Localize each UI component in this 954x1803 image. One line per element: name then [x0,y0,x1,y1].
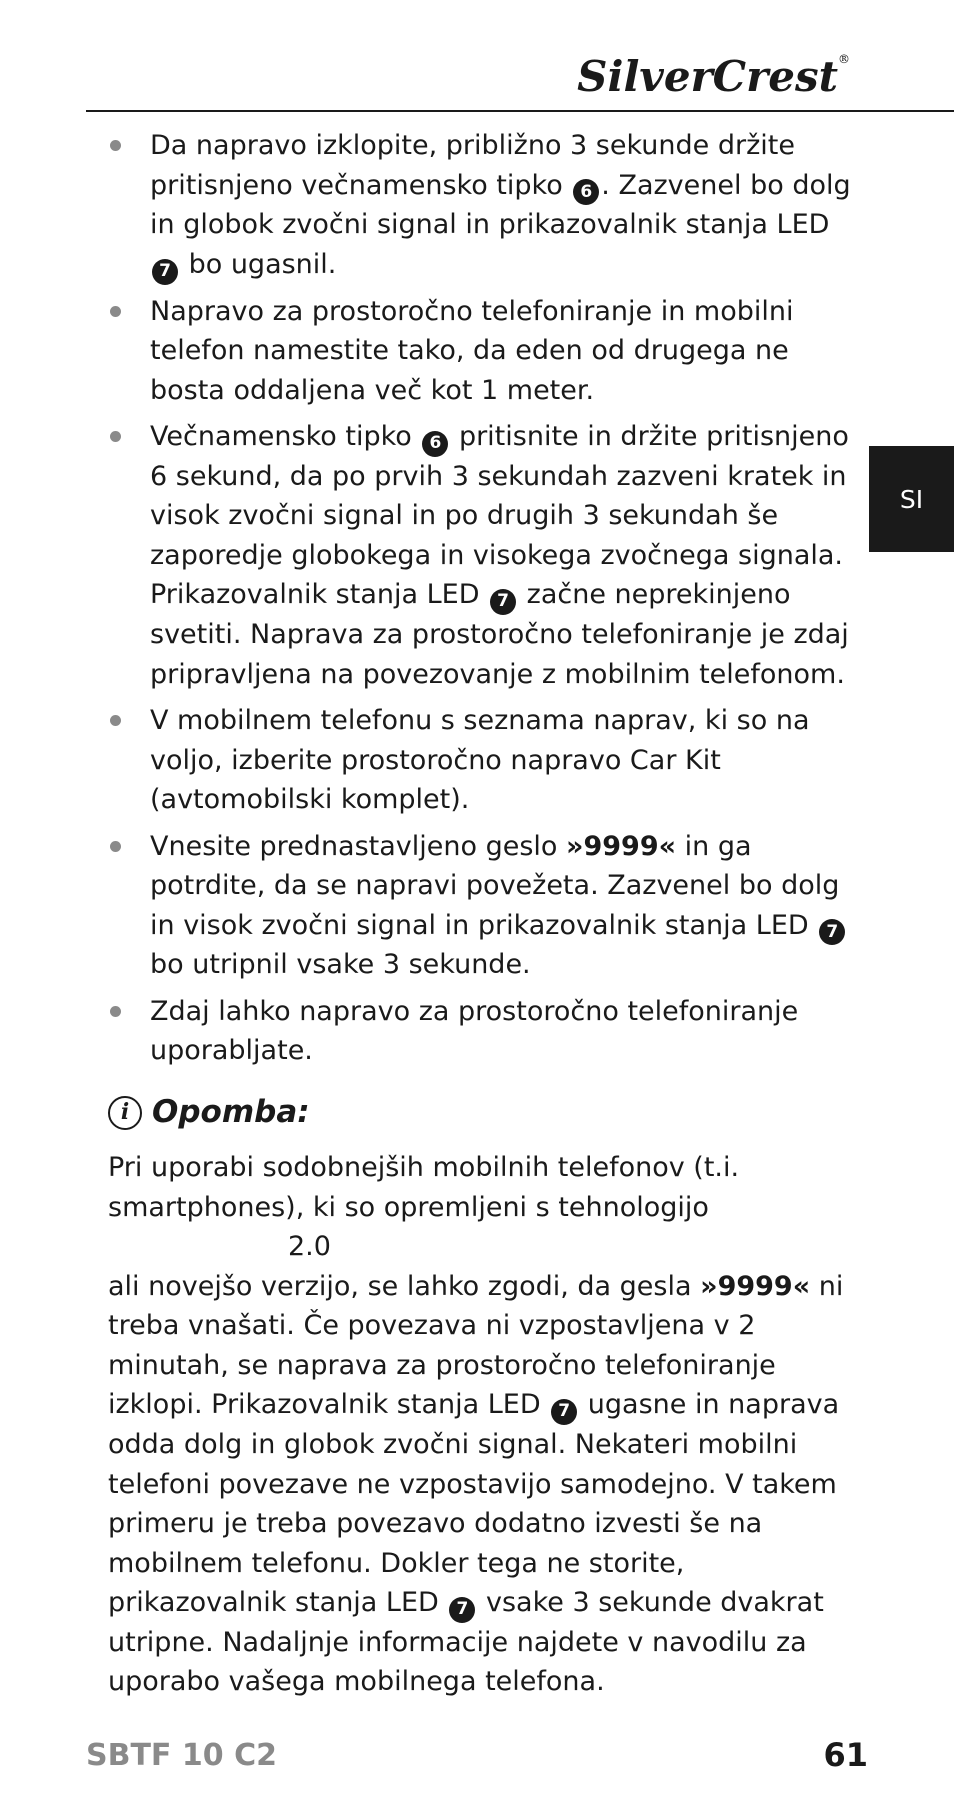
note-text: ni treba vnašati. Če povezava ni vzpostavljena v 2 minutah, se naprava za prostoročno telefoniranje izklopi. Prikazovalnik stanja LED [108,1270,844,1421]
item-text: Zdaj lahko napravo za prostoročno telefoniranje uporabljate. [150,995,799,1067]
note-text: Pri uporabi sodobnejših mobilnih telefonov (t.i. smartphones), ki so opremljeni s tehnologijo [108,1152,740,1223]
page-number: 61 [823,1736,868,1774]
password-value: »9999« [700,1270,811,1302]
part-number-badge: 7 [490,589,516,615]
item-text: in ga potrdite, da se napravi povežeta. Zazvenel bo dolg in visok zvočni signal in prikazovalnik stanja LED [150,830,840,941]
language-tab-label: SI [899,484,924,514]
list-item [108,992,865,1071]
bullet-icon [110,140,121,151]
list-item [108,292,865,411]
list-item [108,827,865,985]
list-item [108,701,865,820]
footer-model-number: SBTF 10 C2 [86,1738,277,1773]
bullet-icon [110,431,121,442]
item-text: bo ugasnil. [180,248,337,280]
note-paragraph [108,1148,865,1702]
list-item [108,126,865,285]
item-text: Vnesite prednastavljeno geslo [150,830,567,862]
password-value: »9999« [566,830,677,862]
part-number-badge: 7 [551,1399,577,1425]
item-text: Napravo za prostoročno telefoniranje in mobilni telefon namestite tako, da eden od drugega ne bosta oddaljena več kot 1 meter. [150,295,794,406]
brand-registered-mark: ® [838,52,850,66]
part-number-badge: 6 [422,431,448,457]
brand-logo [577,52,850,101]
item-text: V mobilnem telefonu s seznama naprav, ki so na voljo, izberite prostoročno napravo Car Kit (avtomobilski komplet). [150,705,810,815]
bullet-icon [110,715,121,726]
note-text: ugasne in naprava odda dolg in globok zvočni signal. Nekateri mobilni telefoni povezave ne vzpostavijo samodejno. V takem primeru je treba povezavo dodatno izvesti še na mobilnem telefonu. Dokler tega ne storite, prikazovalnik stanja LED [108,1389,840,1618]
note-title: Opomba: [152,1093,310,1130]
item-text: bo utripnil vsake 3 sekunde. [150,949,531,981]
part-number-badge: 7 [819,919,845,945]
list-item [108,417,865,694]
language-tab [869,446,954,552]
item-text: Da napravo izklopite, približno 3 sekunde držite pritisnjeno večnamensko tipko [150,130,795,201]
item-text: . Zazvenel bo dolg in globok zvočni signal in prikazovalnik stanja LED [150,169,851,241]
part-number-badge: 6 [573,179,599,205]
item-text: Večnamensko tipko [150,421,421,452]
note-heading [108,1093,865,1133]
note-text: vsake 3 sekunde dvakrat utripne. Nadaljnje informacije najdete v navodilu za uporabo vašega mobilnega telefona. [108,1587,824,1698]
bullet-icon [110,841,121,852]
item-text: pritisnite in držite pritisnjeno 6 sekund, da po prvih 3 sekundah zazveni kratek in visok zvočni signal in po drugih 3 sekundah še zaporedje globokega in visokega zvočnega signala. Prikazovalnik stanja LED [150,421,849,611]
note-text: ali novejšo verzijo, se lahko zgodi, da gesla [108,1270,701,1302]
brand-name: SilverCrest [577,52,838,101]
bullet-icon [110,1006,121,1017]
part-number-badge: 7 [449,1597,475,1623]
header-rule [86,110,954,112]
item-text: začne neprekinjeno svetiti. Naprava za prostoročno telefoniranje je zdaj pripravljena na povezovanje z mobilnim telefonom. [150,579,849,690]
info-icon: i [108,1096,142,1130]
instruction-list [108,126,865,1071]
bullet-icon [110,306,121,317]
bluetooth-version: 2.0 [288,1231,331,1263]
part-number-badge: 7 [152,259,178,285]
page-content [108,126,865,1702]
